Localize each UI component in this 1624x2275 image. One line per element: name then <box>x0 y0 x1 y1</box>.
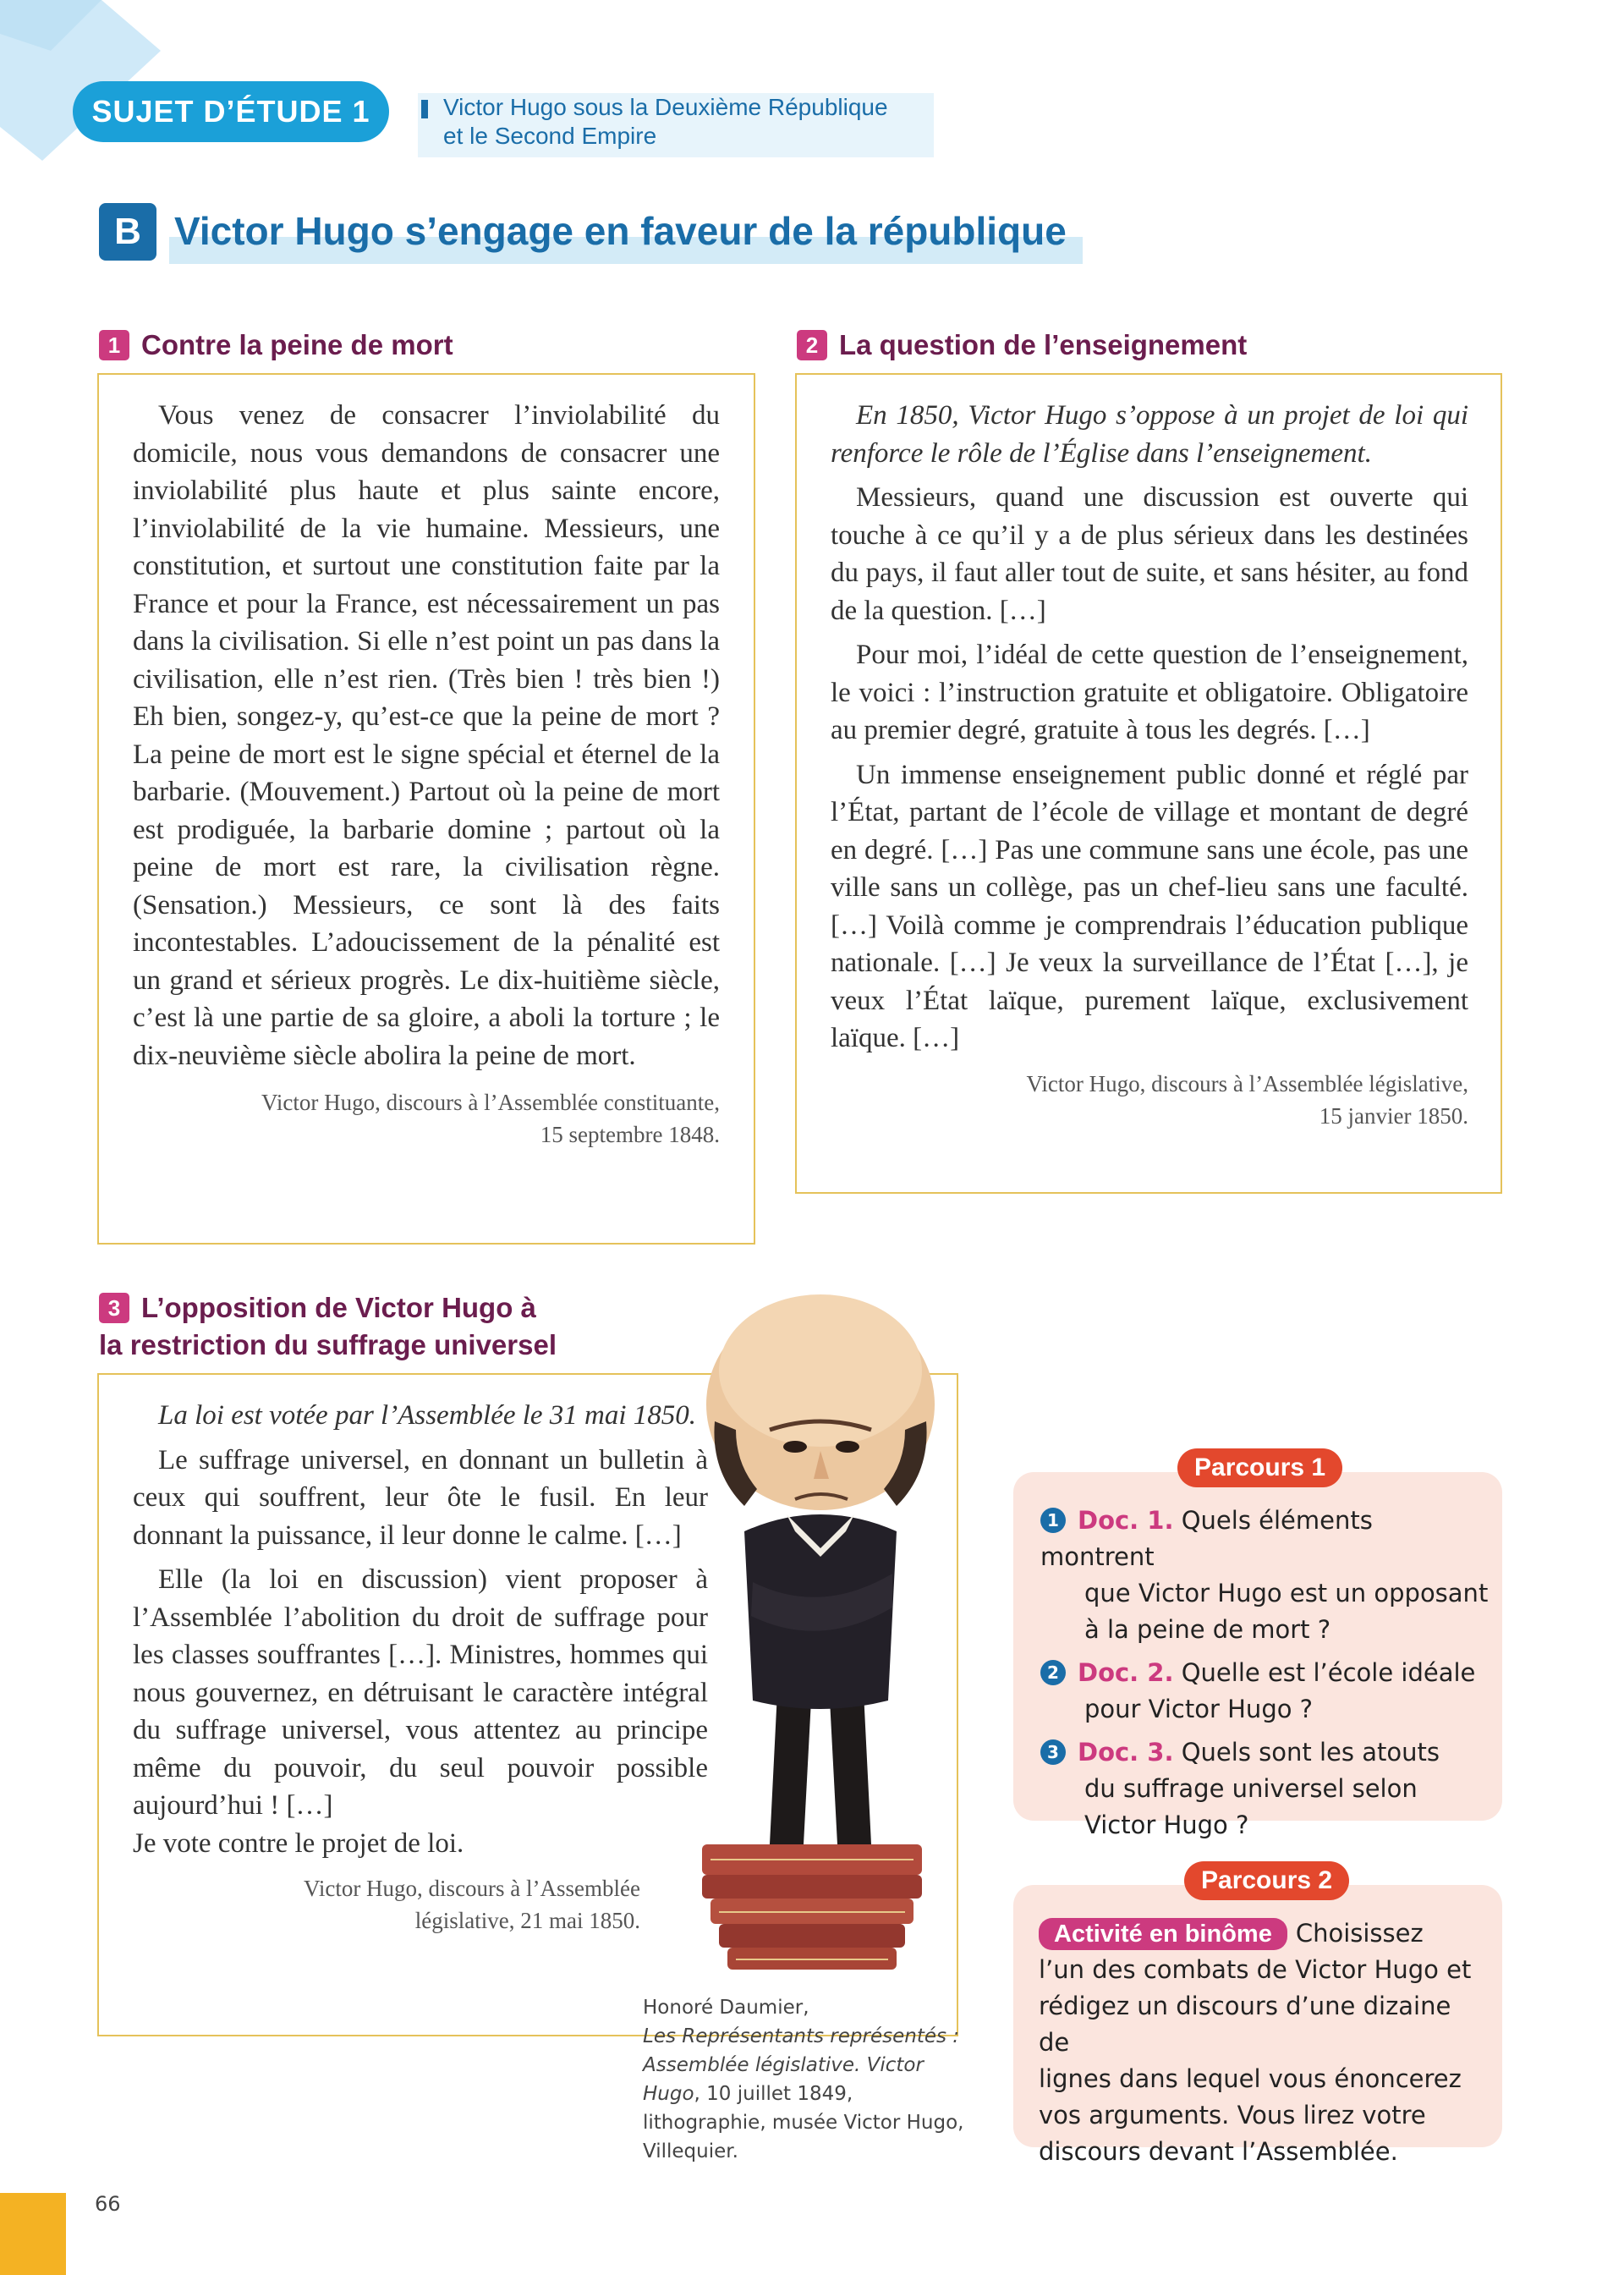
doc1-title: Contre la peine de mort <box>141 329 453 360</box>
parcours2-text <box>1039 1915 1487 2170</box>
question-2-number: 2 <box>1040 1660 1066 1685</box>
doc2-paragraph-3: Un immense enseignement public donné et réglé par l’État, partant de l’école de village et montant de degré en degré. […] Pas une commune sans une école, pas une ville sans un collège, pas un chef-lieu sans une faculté. […] Voilà comme je comprendrais l’éducation publique nationale. […] Je veux la surveillance de l’État […], je veux l’État laïque, purement laïque, exclusivement laïque. […] <box>831 759 1468 1053</box>
section-title: Victor Hugo s’engage en faveur de la république <box>174 209 1067 253</box>
image-caption <box>643 1993 981 2166</box>
doc3-paragraph-3: Je vote contre le projet de loi. <box>133 1827 464 1859</box>
doc2-intro: En 1850, Victor Hugo s’oppose à un projet de loi qui renforce le rôle de l’Église dans l’enseignement. <box>831 400 1468 469</box>
subject-subtitle <box>418 93 934 157</box>
parcours2-label: Parcours 2 <box>1184 1861 1349 1900</box>
subject-subtitle-line-2: et le Second Empire <box>443 123 657 149</box>
doc2-number: 2 <box>797 330 827 360</box>
doc3-number: 3 <box>99 1293 129 1323</box>
doc2-box <box>795 373 1502 1194</box>
doc2-paragraph-2: Pour moi, l’idéal de cette question de l’enseignement, le voici : l’instruction gratuite et obligatoire. Obligatoire au premier degré, gratuite à tous les degrés. […] <box>831 640 1468 745</box>
activity-tag: Activité en binôme <box>1039 1918 1287 1950</box>
question-1-doc: Doc. 1. <box>1078 1506 1174 1535</box>
parcours2-line-3: rédigez un discours d’une dizaine de <box>1039 1992 1451 2057</box>
question-2-line-2: pour Victor Hugo ? <box>1084 1695 1314 1723</box>
doc1-number: 1 <box>99 330 129 360</box>
doc2-paragraph-1: Messieurs, quand une discussion est ouverte qui touche à ce qu’il y a de plus sérieux dans les destinées du pays, il faut aller tout de suite, et sans hésiter, au fond de la question. […] <box>831 482 1468 626</box>
parcours1-questions <box>1040 1503 1489 1844</box>
doc3-title-line-1: L’opposition de Victor Hugo à <box>141 1292 536 1323</box>
parcours2-line-6: discours devant l’Assemblée. <box>1039 2137 1398 2166</box>
parcours2-line-1-text: Choisissez <box>1295 1919 1424 1948</box>
page-corner-strip <box>0 2193 66 2275</box>
doc1-source-line-2: 15 septembre 1848. <box>540 1122 720 1147</box>
doc3-source-line-2: législative, 21 mai 1850. <box>414 1908 640 1933</box>
parcours2-line-2: l’un des combats de Victor Hugo et <box>1039 1955 1472 1984</box>
doc1-body: Vous venez de consacrer l’inviolabilité du domicile, nous vous demandons de consacrer une inviolabilité plus haute et plus sainte encore, l’inviolabilité de la vie humaine. Messieurs, une constitution, et surtout une constitution faite par la France et pour la France, est nécessairement un pas dans la civilisation. Si elle n’est point un pas dans la civilisation, elle n’est rien. (Très bien ! très bien !) Eh bien, songez-y, qu’est-ce que la peine de mort ? La peine de mort est le signe spécial et éternel de la barbarie. (Mouvement.) Partout où la peine de mort est prodiguée, la barbarie domine ; partout où la peine de mort est rare, la civilisation règne. (Sensation.) Messieurs, ce sont là des faits incontestables. L’adoucissement de la pénalité est un grand et sérieux progrès. Le dix-huitième siècle, c’est là une partie de sa gloire, a aboli la torture ; le dix-neuvième siècle abolira la peine de mort. <box>133 400 720 1071</box>
section-letter: B <box>99 203 156 261</box>
caption-title: Les Représentants représentés : Assemblée législative. Victor Hugo <box>643 2025 960 2105</box>
question-2-line-1: Quelle est l’école idéale <box>1181 1658 1476 1687</box>
question-2-doc: Doc. 2. <box>1078 1658 1174 1687</box>
subtitle-marker <box>421 100 428 118</box>
question-1-line-2: que Victor Hugo est un opposant <box>1084 1579 1489 1607</box>
victor-hugo-caricature-image <box>651 1278 1007 1988</box>
parcours1-label: Parcours 1 <box>1177 1448 1342 1487</box>
doc1-box <box>97 373 755 1245</box>
question-3 <box>1040 1734 1489 1844</box>
doc2-title: La question de l’enseignement <box>839 329 1248 360</box>
doc3-source-line-1: Victor Hugo, discours à l’Assemblée <box>303 1876 640 1901</box>
doc3-heading <box>99 1289 557 1364</box>
parcours2-line-4: lignes dans lequel vous énoncerez <box>1039 2064 1462 2093</box>
subject-subtitle-line-1: Victor Hugo sous la Deuxième République <box>443 94 888 120</box>
doc3-intro: La loi est votée par l’Assemblée le 31 mai 1850. <box>158 1400 697 1431</box>
question-3-line-3: Victor Hugo ? <box>1084 1811 1249 1839</box>
caption-author: Honoré Daumier, <box>643 1997 809 2019</box>
question-1-number: 1 <box>1040 1508 1066 1533</box>
doc1-source-line-1: Victor Hugo, discours à l’Assemblée constituante, <box>261 1090 720 1115</box>
question-3-line-1: Quels sont les atouts <box>1181 1738 1440 1767</box>
doc2-heading <box>797 327 1247 364</box>
question-1-line-1: Quels éléments montrent <box>1040 1506 1373 1571</box>
question-3-line-2: du suffrage universel selon <box>1084 1774 1418 1803</box>
doc1-heading <box>99 327 453 364</box>
question-3-number: 3 <box>1040 1739 1066 1765</box>
doc3-title-line-2: la restriction du suffrage universel <box>99 1329 557 1360</box>
doc3-paragraph-1: Le suffrage universel, en donnant un bulletin à ceux qui souffrent, leur ôte le fusil. En leur donnant la puissance, il leur donne le calme. […] <box>133 1444 708 1551</box>
doc3-paragraph-2: Elle (la loi en discussion) vient proposer à l’Assemblée l’abolition du droit de suffrage pour les classes souffrantes […]. Ministres, hommes qui nous gouvernez, en détruisant le caractère intégral du suffrage universel, vous attentez au principe même du pouvoir, du seul pouvoir possible aujourd’hui ! […] <box>133 1564 708 1821</box>
page-number: 66 <box>95 2192 121 2216</box>
question-3-doc: Doc. 3. <box>1078 1738 1174 1767</box>
question-2 <box>1040 1655 1489 1728</box>
subject-label: SUJET D’ÉTUDE 1 <box>73 81 389 142</box>
question-1-line-3: à la peine de mort ? <box>1084 1615 1331 1644</box>
question-1 <box>1040 1503 1489 1648</box>
parcours2-line-1 <box>1039 1915 1487 1952</box>
doc2-source-line-2: 15 janvier 1850. <box>1319 1102 1468 1129</box>
doc2-source-line-1: Victor Hugo, discours à l’Assemblée législative, <box>1026 1070 1468 1096</box>
books-stack <box>702 1844 922 1970</box>
parcours2-line-5: vos arguments. Vous lirez votre <box>1039 2101 1426 2129</box>
caption-details: , 10 juillet 1849, lithographie, musée Victor Hugo, Villequier. <box>643 2083 964 2162</box>
